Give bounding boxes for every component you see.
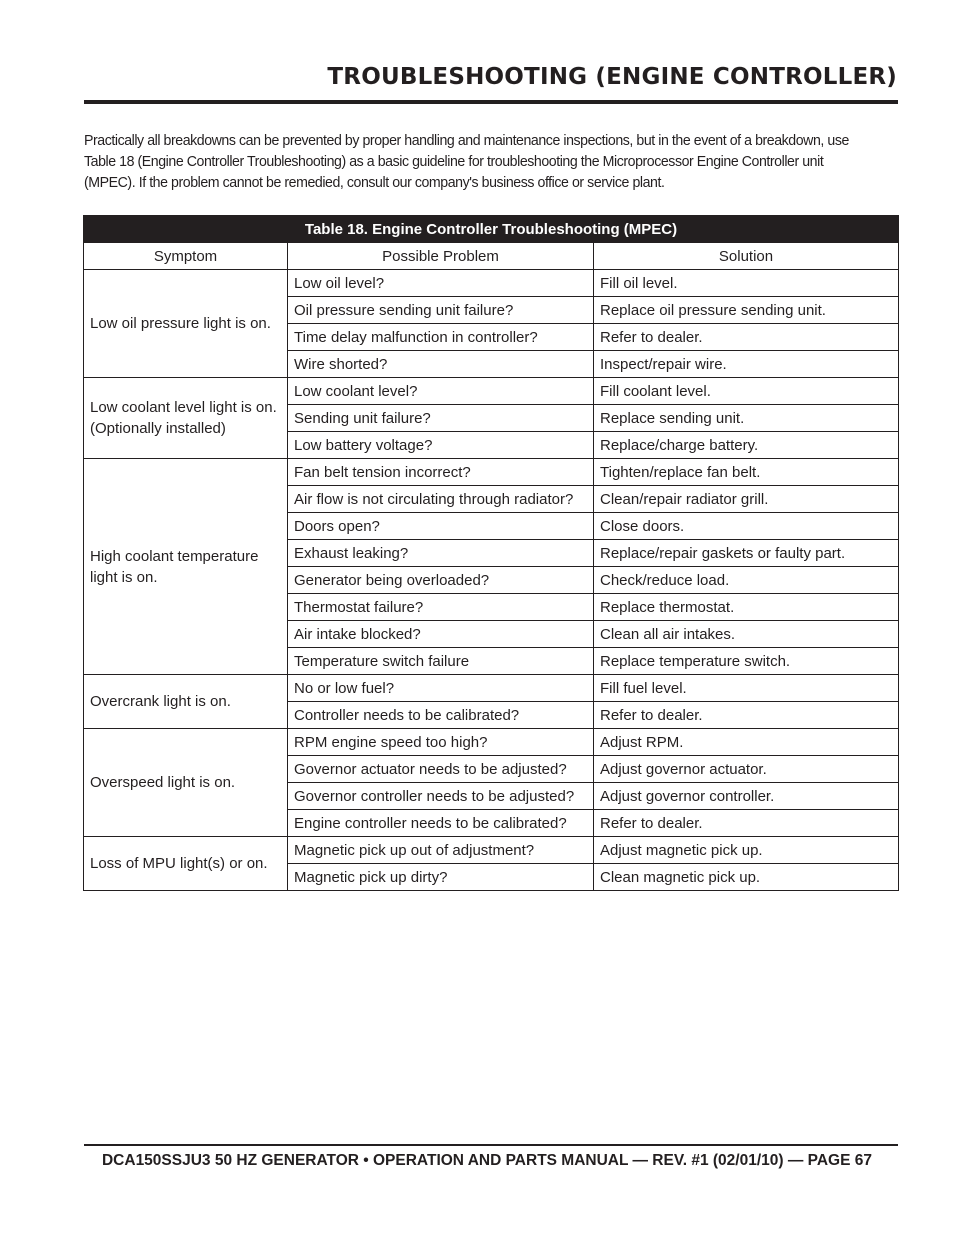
table-row (84, 270, 899, 297)
symptom-cell: Overspeed light is on. (84, 729, 288, 837)
solution-cell: Adjust RPM. (594, 729, 899, 756)
solution-cell: Refer to dealer. (594, 324, 899, 351)
possible-problem-cell: Governor controller needs to be adjusted? (288, 783, 594, 810)
solution-cell: Clean all air intakes. (594, 621, 899, 648)
solution-cell: Replace thermostat. (594, 594, 899, 621)
symptom-cell: Overcrank light is on. (84, 675, 288, 729)
table-body (84, 270, 899, 891)
possible-problem-cell: Exhaust leaking? (288, 540, 594, 567)
possible-problem-cell: Doors open? (288, 513, 594, 540)
possible-problem-cell: RPM engine speed too high? (288, 729, 594, 756)
title-rule (84, 100, 898, 104)
solution-cell: Adjust governor controller. (594, 783, 899, 810)
solution-cell: Clean/repair radiator grill. (594, 486, 899, 513)
possible-problem-cell: Air intake blocked? (288, 621, 594, 648)
table-row (84, 675, 899, 702)
possible-problem-cell: Magnetic pick up dirty? (288, 864, 594, 891)
possible-problem-cell: Low oil level? (288, 270, 594, 297)
solution-cell: Clean magnetic pick up. (594, 864, 899, 891)
table-row (84, 837, 899, 864)
possible-problem-cell: Fan belt tension incorrect? (288, 459, 594, 486)
table-row (84, 729, 899, 756)
possible-problem-cell: Oil pressure sending unit failure? (288, 297, 594, 324)
table-row (84, 459, 899, 486)
solution-cell: Inspect/repair wire. (594, 351, 899, 378)
table-caption: Table 18. Engine Controller Troubleshooting (MPEC) (84, 216, 899, 243)
solution-cell: Fill fuel level. (594, 675, 899, 702)
symptom-cell: Low coolant level light is on. (Optionally installed) (84, 378, 288, 459)
header-possible-problem: Possible Problem (288, 243, 594, 270)
possible-problem-cell: Sending unit failure? (288, 405, 594, 432)
possible-problem-cell: Wire shorted? (288, 351, 594, 378)
header-solution: Solution (594, 243, 899, 270)
intro-paragraph: Practically all breakdowns can be prevented by proper handling and maintenance inspections, but in the event of a breakdown, use Table 18 (Engine Controller Troubleshooting) as a basic guideline for troubleshooting the Microprocessor Engine Controller unit (MPEC). If the problem cannot be remedied, consult our company's business office or service plant. (84, 133, 849, 191)
solution-cell: Replace temperature switch. (594, 648, 899, 675)
solution-cell: Replace/charge battery. (594, 432, 899, 459)
possible-problem-cell: Air flow is not circulating through radiator? (288, 486, 594, 513)
possible-problem-cell: Engine controller needs to be calibrated? (288, 810, 594, 837)
solution-cell: Adjust magnetic pick up. (594, 837, 899, 864)
footer-rule (84, 1144, 898, 1146)
symptom-cell: Loss of MPU light(s) or on. (84, 837, 288, 891)
solution-cell: Refer to dealer. (594, 810, 899, 837)
table-row (84, 378, 899, 405)
solution-cell: Adjust governor actuator. (594, 756, 899, 783)
solution-cell: Fill coolant level. (594, 378, 899, 405)
possible-problem-cell: Temperature switch failure (288, 648, 594, 675)
solution-cell: Replace/repair gaskets or faulty part. (594, 540, 899, 567)
solution-cell: Replace oil pressure sending unit. (594, 297, 899, 324)
possible-problem-cell: No or low fuel? (288, 675, 594, 702)
possible-problem-cell: Generator being overloaded? (288, 567, 594, 594)
solution-cell: Fill oil level. (594, 270, 899, 297)
possible-problem-cell: Low battery voltage? (288, 432, 594, 459)
solution-cell: Check/reduce load. (594, 567, 899, 594)
header-symptom: Symptom (84, 243, 288, 270)
possible-problem-cell: Controller needs to be calibrated? (288, 702, 594, 729)
possible-problem-cell: Governor actuator needs to be adjusted? (288, 756, 594, 783)
possible-problem-cell: Magnetic pick up out of adjustment? (288, 837, 594, 864)
solution-cell: Refer to dealer. (594, 702, 899, 729)
solution-cell: Close doors. (594, 513, 899, 540)
solution-cell: Replace sending unit. (594, 405, 899, 432)
solution-cell: Tighten/replace fan belt. (594, 459, 899, 486)
table-caption-row (84, 216, 899, 243)
troubleshooting-table (83, 215, 899, 891)
page-title: TROUBLESHOOTING (ENGINE CONTROLLER) (327, 64, 897, 90)
symptom-cell: High coolant temperature light is on. (84, 459, 288, 675)
possible-problem-cell: Thermostat failure? (288, 594, 594, 621)
page-footer: DCA150SSJU3 50 HZ GENERATOR • OPERATION AND PARTS MANUAL — REV. #1 (02/01/10) — PAGE 67 (101, 1152, 872, 1169)
symptom-cell: Low oil pressure light is on. (84, 270, 288, 378)
possible-problem-cell: Low coolant level? (288, 378, 594, 405)
possible-problem-cell: Time delay malfunction in controller? (288, 324, 594, 351)
table-header-row (84, 243, 899, 270)
